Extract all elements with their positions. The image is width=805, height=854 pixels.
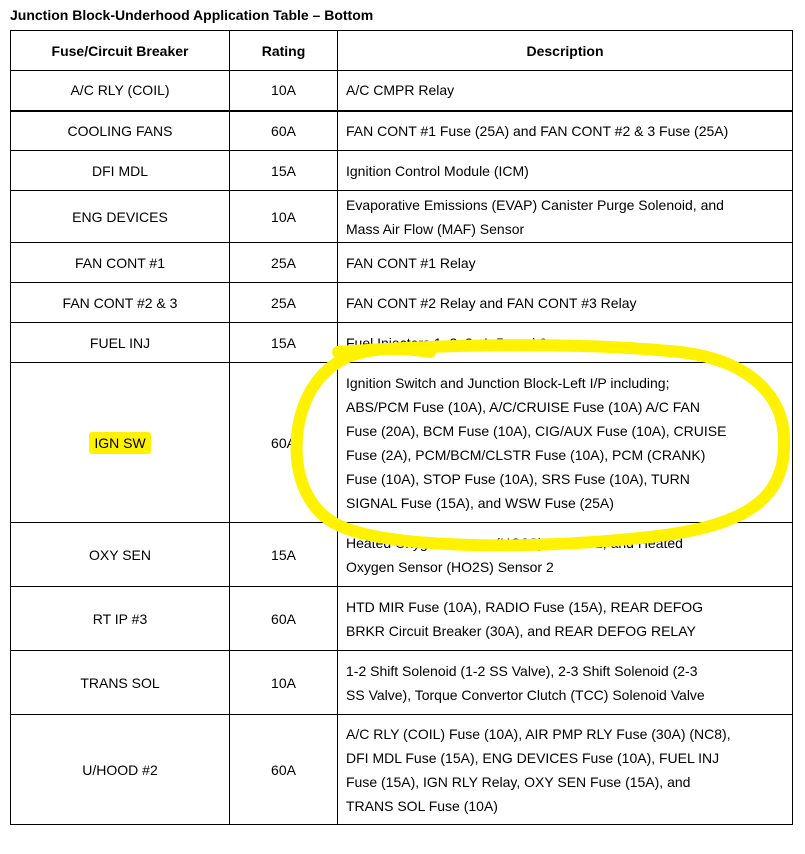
rating-cell: 60A [230, 363, 338, 523]
rating-cell: 60A [230, 111, 338, 151]
rating-cell: 15A [230, 151, 338, 191]
table-row [11, 363, 793, 523]
description-line: Fuse (10A), STOP Fuse (10A), SRS Fuse (10A), TURN [346, 470, 690, 487]
description-cell [338, 243, 793, 283]
fuse-name: DFI MDL [92, 162, 148, 179]
page-title: Junction Block-Underhood Application Table – Bottom [10, 7, 374, 23]
fuse-name: A/C RLY (COIL) [70, 82, 170, 99]
rating-cell: 60A [230, 587, 338, 651]
description-cell [338, 111, 793, 151]
fuse-cell [11, 651, 230, 715]
description-cell [338, 651, 793, 715]
description-cell [338, 191, 793, 243]
rating-cell: 25A [230, 243, 338, 283]
table-row [11, 715, 793, 825]
description-cell [338, 71, 793, 111]
description-line: SS Valve), Torque Convertor Clutch (TCC) Solenoid Valve [346, 686, 705, 703]
description-cell [338, 363, 793, 523]
table-row [11, 283, 793, 323]
description-cell [338, 587, 793, 651]
description-line: FAN CONT #1 Fuse (25A) and FAN CONT #2 & 3 Fuse (25A) [346, 122, 729, 139]
fuse-cell [11, 715, 230, 825]
fuse-name: FUEL INJ [89, 334, 151, 351]
description-line: Ignition Control Module (ICM) [346, 162, 529, 179]
fuse-name: RT IP #3 [92, 610, 148, 627]
header-description: Description [338, 31, 793, 71]
fuse-name: FAN CONT #1 [75, 254, 165, 271]
description-line: Ignition Switch and Junction Block-Left I/P including; [346, 374, 670, 391]
fuse-cell [11, 363, 230, 523]
description-line: Heated Oxygen Sensor (HO2S) Sensor 1, and Heated [346, 534, 683, 551]
description-line: 1-2 Shift Solenoid (1-2 SS Valve), 2-3 Shift Solenoid (2-3 [346, 662, 698, 679]
fuse-cell [11, 243, 230, 283]
table-body [11, 71, 793, 825]
table-row [11, 71, 793, 111]
description-line: SIGNAL Fuse (15A), and WSW Fuse (25A) [346, 494, 614, 511]
fuse-name: OXY SEN [89, 546, 151, 563]
header-rating: Rating [230, 31, 338, 71]
fuse-cell [11, 151, 230, 191]
fuse-application-table [10, 30, 793, 825]
table-row [11, 323, 793, 363]
description-line: BRKR Circuit Breaker (30A), and REAR DEFOG RELAY [346, 622, 696, 639]
description-line: FAN CONT #2 Relay and FAN CONT #3 Relay [346, 294, 637, 311]
fuse-name: FAN CONT #2 & 3 [62, 294, 178, 311]
fuse-name: IGN SW [89, 432, 150, 454]
table-row [11, 587, 793, 651]
table-row [11, 191, 793, 243]
fuse-cell [11, 587, 230, 651]
description-line: DFI MDL Fuse (15A), ENG DEVICES Fuse (10A), FUEL INJ [346, 749, 720, 766]
table-row [11, 651, 793, 715]
rating-cell: 10A [230, 191, 338, 243]
fuse-name: ENG DEVICES [72, 208, 168, 225]
rating-cell: 60A [230, 715, 338, 825]
description-cell [338, 323, 793, 363]
description-line: Fuse (20A), BCM Fuse (10A), CIG/AUX Fuse (10A), CRUISE [346, 422, 727, 439]
description-line: Mass Air Flow (MAF) Sensor [346, 220, 525, 237]
rating-cell: 10A [230, 651, 338, 715]
fuse-name: TRANS SOL [80, 674, 160, 691]
description-line: FAN CONT #1 Relay [346, 254, 476, 271]
description-cell [338, 715, 793, 825]
table-row [11, 243, 793, 283]
fuse-cell [11, 111, 230, 151]
description-line: Oxygen Sensor (HO2S) Sensor 2 [346, 558, 554, 575]
table-row [11, 151, 793, 191]
header-fuse: Fuse/Circuit Breaker [11, 31, 230, 71]
description-line: Evaporative Emissions (EVAP) Canister Purge Solenoid, and [346, 196, 724, 213]
description-line: A/C RLY (COIL) Fuse (10A), AIR PMP RLY Fuse (30A) (NC8), [346, 725, 731, 742]
description-line: TRANS SOL Fuse (10A) [346, 797, 498, 814]
fuse-cell [11, 323, 230, 363]
fuse-cell [11, 283, 230, 323]
fuse-name: COOLING FANS [67, 122, 173, 139]
fuse-cell [11, 523, 230, 587]
header-row [11, 31, 793, 71]
description-line: Fuse (2A), PCM/BCM/CLSTR Fuse (10A), PCM (CRANK) [346, 446, 706, 463]
rating-cell: 15A [230, 323, 338, 363]
table-row [11, 111, 793, 151]
rating-cell: 25A [230, 283, 338, 323]
description-cell [338, 151, 793, 191]
description-line: ABS/PCM Fuse (10A), A/C/CRUISE Fuse (10A) A/C FAN [346, 398, 700, 415]
fuse-cell [11, 71, 230, 111]
fuse-name: U/HOOD #2 [82, 761, 158, 778]
rating-cell: 10A [230, 71, 338, 111]
rating-cell: 15A [230, 523, 338, 587]
description-line: Fuse (15A), IGN RLY Relay, OXY SEN Fuse (15A), and [346, 773, 691, 790]
description-line: HTD MIR Fuse (10A), RADIO Fuse (15A), REAR DEFOG [346, 598, 704, 615]
description-cell [338, 283, 793, 323]
table-row [11, 523, 793, 587]
fuse-cell [11, 191, 230, 243]
description-line: Fuel Injectors 1, 2, 3, 4, 5, and 6 [346, 334, 547, 351]
description-cell [338, 523, 793, 587]
description-line: A/C CMPR Relay [346, 82, 455, 99]
